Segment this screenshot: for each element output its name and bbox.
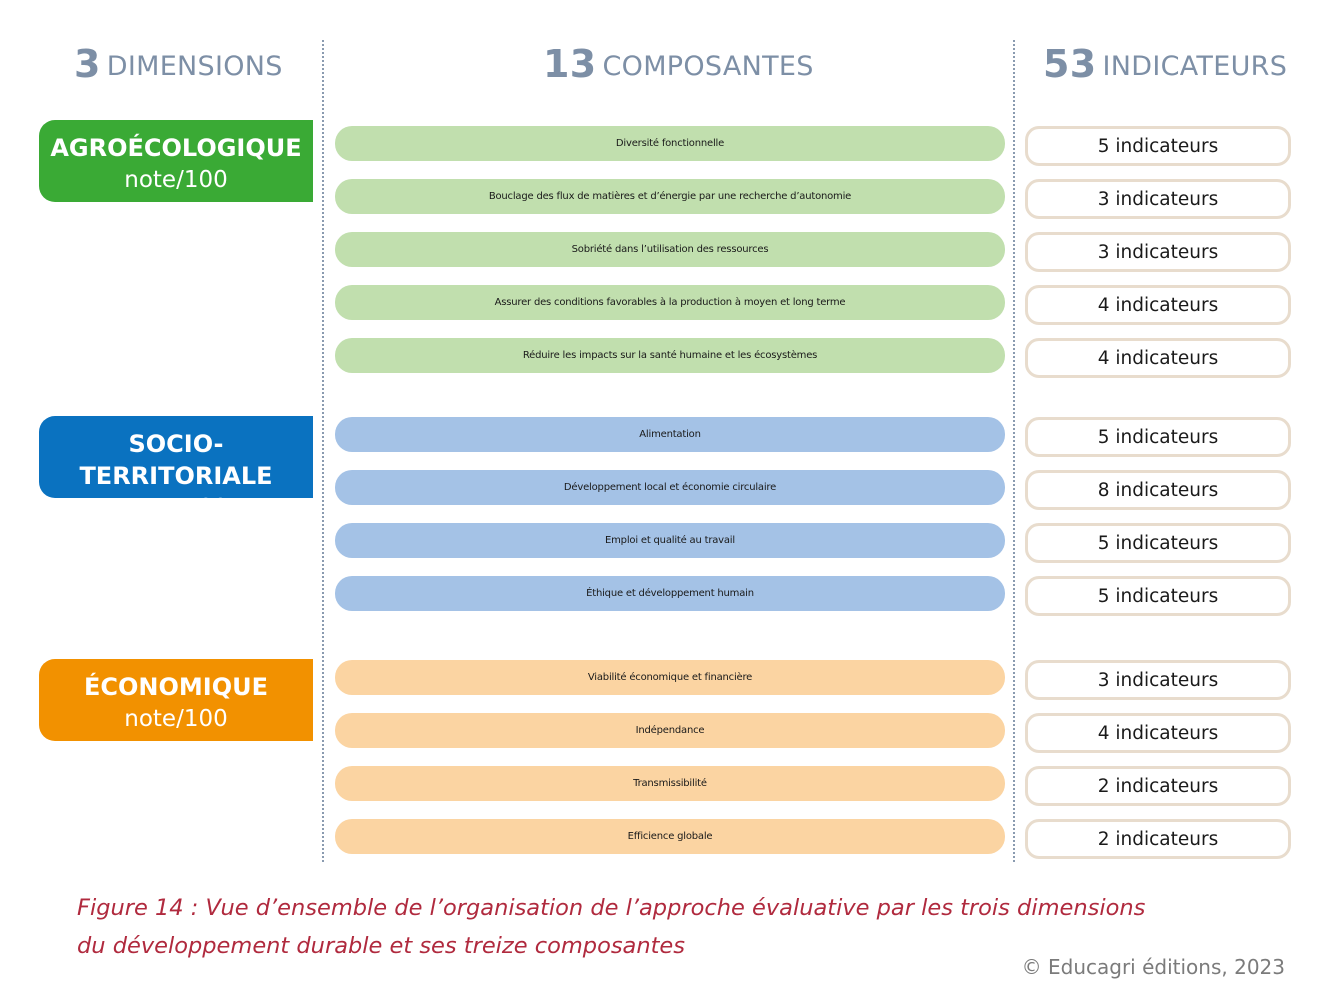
dimension-note: note/100 [124,495,228,521]
indicator-count-box: 2 indicateurs [1025,766,1291,806]
header-composantes [543,42,814,86]
composante-pill: Sobriété dans l’utilisation des ressources [335,232,1005,267]
column-separator [322,40,324,862]
indicator-count-box: 3 indicateurs [1025,232,1291,272]
header-dimensions-label: DIMENSIONS [106,51,283,82]
composante-pill: Diversité fonctionnelle [335,126,1005,161]
header-indicateurs-count: 53 [1043,42,1097,86]
header-dimensions [74,42,283,86]
copyright-notice: © Educagri éditions, 2023 [1021,955,1285,979]
indicator-count-box: 3 indicateurs [1025,179,1291,219]
composante-pill: Efficience globale [335,819,1005,854]
header-composantes-label: COMPOSANTES [602,51,814,82]
composante-pill: Viabilité économique et financière [335,660,1005,695]
dimension-note: note/100 [124,706,228,732]
dimension-agroecologique [39,120,313,202]
composante-pill: Assurer des conditions favorables à la production à moyen et long terme [335,285,1005,320]
dimension-name: AGROÉCOLOGIQUE [50,134,302,162]
indicator-count-box: 2 indicateurs [1025,819,1291,859]
header-indicateurs-label: INDICATEURS [1102,51,1288,82]
header-composantes-count: 13 [543,42,597,86]
dimension-name: SOCIO-TERRITORIALE [79,430,273,490]
indicator-count-box: 3 indicateurs [1025,660,1291,700]
indicator-count-box: 5 indicateurs [1025,417,1291,457]
dimension-socio-territoriale [39,416,313,521]
indicator-count-box: 4 indicateurs [1025,713,1291,753]
figure-caption-line-1: Figure 14 : Vue d’ensemble de l’organisation de l’approche évaluative par les trois dimensions [77,895,1146,921]
dimension-note: note/100 [124,167,228,193]
dimension-economique [39,659,313,741]
indicator-count-box: 5 indicateurs [1025,576,1291,616]
indicator-count-box: 5 indicateurs [1025,523,1291,563]
composante-pill: Éthique et développement humain [335,576,1005,611]
composante-pill: Transmissibilité [335,766,1005,801]
indicator-count-box: 4 indicateurs [1025,285,1291,325]
figure-caption-line-2: du développement durable et ses treize composantes [77,933,685,959]
composante-pill: Bouclage des flux de matières et d’énergie par une recherche d’autonomie [335,179,1005,214]
composante-pill: Indépendance [335,713,1005,748]
header-dimensions-count: 3 [74,42,101,86]
dimension-name: ÉCONOMIQUE [84,673,268,701]
composante-pill: Alimentation [335,417,1005,452]
column-separator [1013,40,1015,862]
indicator-count-box: 8 indicateurs [1025,470,1291,510]
header-indicateurs [1043,42,1287,86]
composante-pill: Emploi et qualité au travail [335,523,1005,558]
composante-pill: Développement local et économie circulaire [335,470,1005,505]
indicator-count-box: 4 indicateurs [1025,338,1291,378]
indicator-count-box: 5 indicateurs [1025,126,1291,166]
composante-pill: Réduire les impacts sur la santé humaine et les écosystèmes [335,338,1005,373]
